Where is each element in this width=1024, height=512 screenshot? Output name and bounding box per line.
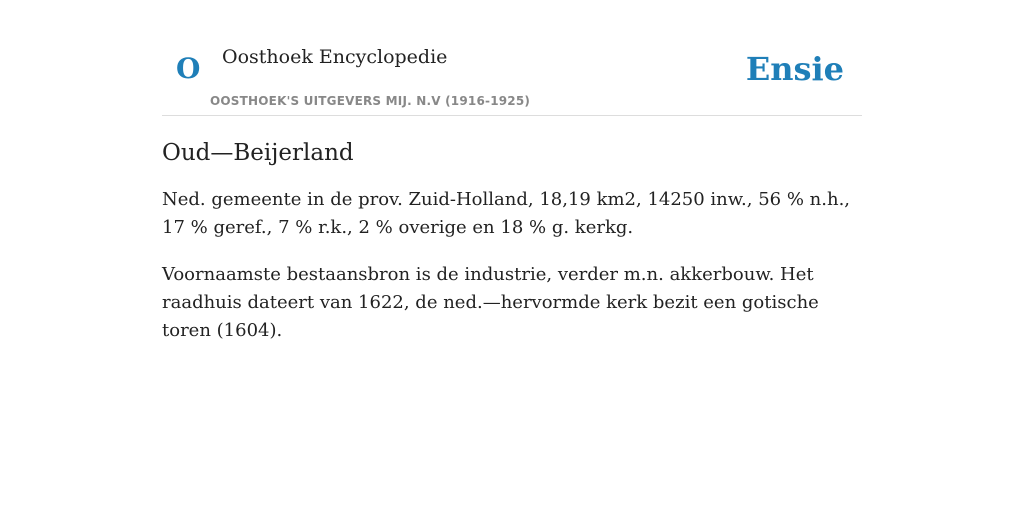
source-title[interactable]: Oosthoek Encyclopedie [222,46,448,68]
page-container [162,0,862,345]
entry-paragraph: Ned. gemeente in de prov. Zuid-Holland, 18,19 km2, 14250 inw., 56 % n.h., 17 % geref., 7 % r.k., 2 % overige en 18 % g. kerkg. [162,189,851,238]
entry-title: Oud—Beijerland [162,140,354,166]
source-logo[interactable]: O [176,52,201,85]
source-publisher: OOSTHOEK'S UITGEVERS MIJ. N.V (1916-1925) [210,94,531,108]
ensie-logo[interactable]: Ensie [745,50,844,88]
source-header [162,40,862,116]
entry-paragraph: Voornaamste bestaansbron is de industrie, verder m.n. akkerbouw. Het raadhuis dateert van 1622, de ned.—hervormde kerk bezit een gotische toren (1604). [162,264,819,341]
